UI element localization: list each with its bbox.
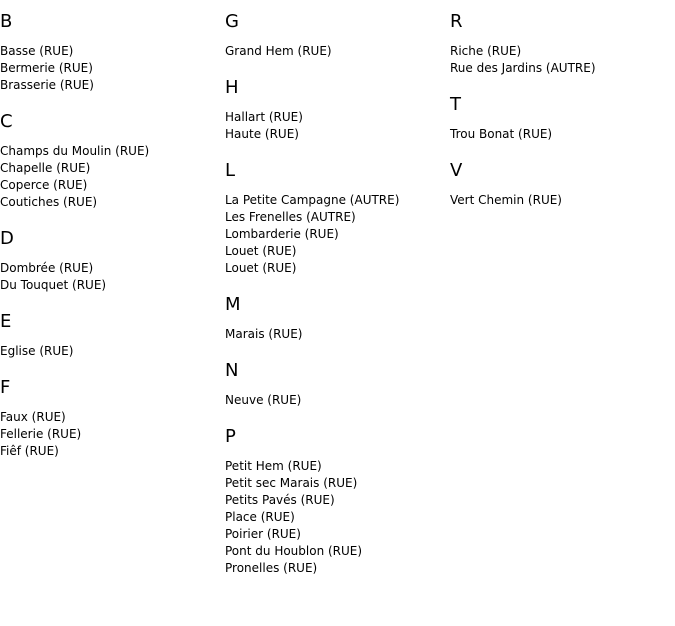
street-link[interactable]: Riche (RUE): [450, 44, 522, 58]
street-list: [225, 458, 450, 577]
street-item: [0, 194, 225, 211]
street-item: [0, 43, 225, 60]
street-link[interactable]: Louet (RUE): [225, 244, 297, 258]
street-link[interactable]: Grand Hem (RUE): [225, 44, 332, 58]
section-letter: V: [450, 160, 463, 181]
street-link[interactable]: Champs du Moulin (RUE): [0, 144, 150, 158]
street-list: [450, 126, 675, 143]
street-link[interactable]: Pronelles (RUE): [225, 561, 318, 575]
street-link[interactable]: Bermerie (RUE): [0, 61, 93, 75]
street-link[interactable]: Petit sec Marais (RUE): [225, 476, 358, 490]
street-link[interactable]: Fellerie (RUE): [0, 427, 82, 441]
street-list: [450, 192, 675, 209]
letter-section-t: [450, 93, 675, 143]
street-index-column-3: [450, 10, 675, 209]
street-item: [225, 192, 450, 209]
street-link[interactable]: Trou Bonat (RUE): [450, 127, 553, 141]
street-link[interactable]: Place (RUE): [225, 510, 295, 524]
street-item: [225, 560, 450, 577]
street-list: [225, 109, 450, 143]
street-link[interactable]: Basse (RUE): [0, 44, 74, 58]
street-item: [450, 192, 675, 209]
letter-section-r: [450, 10, 675, 77]
street-item: [225, 126, 450, 143]
street-list: [0, 43, 225, 94]
section-letter: R: [450, 11, 463, 32]
section-letter: M: [225, 294, 241, 315]
street-list: [225, 392, 450, 409]
street-item: [0, 426, 225, 443]
section-letter: N: [225, 360, 239, 381]
street-item: [0, 277, 225, 294]
street-link[interactable]: Dombrée (RUE): [0, 261, 94, 275]
street-item: [225, 475, 450, 492]
street-link[interactable]: Petit Hem (RUE): [225, 459, 322, 473]
street-item: [450, 43, 675, 60]
letter-section-h: [225, 76, 450, 143]
street-item: [225, 326, 450, 343]
street-list: [0, 260, 225, 294]
section-letter: B: [0, 11, 13, 32]
street-link[interactable]: La Petite Campagne (AUTRE): [225, 193, 400, 207]
street-item: [225, 458, 450, 475]
street-link[interactable]: Coperce (RUE): [0, 178, 88, 192]
street-link[interactable]: Du Touquet (RUE): [0, 278, 107, 292]
letter-section-c: [0, 110, 225, 211]
street-item: [0, 443, 225, 460]
street-list: [225, 43, 450, 60]
street-item: [0, 409, 225, 426]
street-link[interactable]: Haute (RUE): [225, 127, 299, 141]
street-item: [0, 343, 225, 360]
street-list: [0, 409, 225, 460]
street-item: [225, 526, 450, 543]
street-list: [225, 326, 450, 343]
street-list: [0, 143, 225, 211]
section-letter: E: [0, 311, 12, 332]
section-letter: D: [0, 228, 14, 249]
section-letter: H: [225, 77, 239, 98]
street-item: [0, 143, 225, 160]
street-link[interactable]: Pont du Houblon (RUE): [225, 544, 363, 558]
street-link[interactable]: Vert Chemin (RUE): [450, 193, 562, 207]
street-item: [0, 60, 225, 77]
street-index-column-1: [0, 10, 225, 460]
street-item: [0, 177, 225, 194]
street-item: [225, 209, 450, 226]
street-item: [0, 77, 225, 94]
letter-section-l: [225, 159, 450, 277]
street-item: [0, 260, 225, 277]
street-list: [0, 343, 225, 360]
street-item: [450, 126, 675, 143]
street-link[interactable]: Marais (RUE): [225, 327, 303, 341]
letter-section-e: [0, 310, 225, 360]
street-link[interactable]: Fiêf (RUE): [0, 444, 59, 458]
street-item: [0, 160, 225, 177]
street-item: [225, 392, 450, 409]
street-link[interactable]: Faux (RUE): [0, 410, 66, 424]
letter-section-b: [0, 10, 225, 94]
letter-section-v: [450, 159, 675, 209]
street-item: [225, 43, 450, 60]
street-link[interactable]: Chapelle (RUE): [0, 161, 91, 175]
street-link[interactable]: Hallart (RUE): [225, 110, 303, 124]
section-letter: T: [450, 94, 461, 115]
letter-section-n: [225, 359, 450, 409]
street-item: [225, 492, 450, 509]
section-letter: F: [0, 377, 11, 398]
street-link[interactable]: Rue des Jardins (AUTRE): [450, 61, 596, 75]
street-list: [225, 192, 450, 277]
street-link[interactable]: Louet (RUE): [225, 261, 297, 275]
street-link[interactable]: Poirier (RUE): [225, 527, 301, 541]
street-index-column-2: [225, 10, 450, 577]
section-letter: P: [225, 426, 236, 447]
letter-section-d: [0, 227, 225, 294]
street-link[interactable]: Lombarderie (RUE): [225, 227, 339, 241]
street-item: [225, 226, 450, 243]
street-link[interactable]: Eglise (RUE): [0, 344, 74, 358]
street-item: [225, 543, 450, 560]
letter-section-f: [0, 376, 225, 460]
letter-section-p: [225, 425, 450, 577]
section-letter: G: [225, 11, 239, 32]
street-item: [225, 509, 450, 526]
letter-section-g: [225, 10, 450, 60]
street-item: [225, 243, 450, 260]
street-item: [450, 60, 675, 77]
street-item: [225, 260, 450, 277]
street-link[interactable]: Neuve (RUE): [225, 393, 302, 407]
street-link[interactable]: Coutiches (RUE): [0, 195, 98, 209]
street-link[interactable]: Les Frenelles (AUTRE): [225, 210, 356, 224]
section-letter: C: [0, 111, 13, 132]
street-link[interactable]: Petits Pavés (RUE): [225, 493, 335, 507]
street-item: [225, 109, 450, 126]
street-link[interactable]: Brasserie (RUE): [0, 78, 94, 92]
section-letter: L: [225, 160, 236, 181]
letter-section-m: [225, 293, 450, 343]
street-list: [450, 43, 675, 77]
